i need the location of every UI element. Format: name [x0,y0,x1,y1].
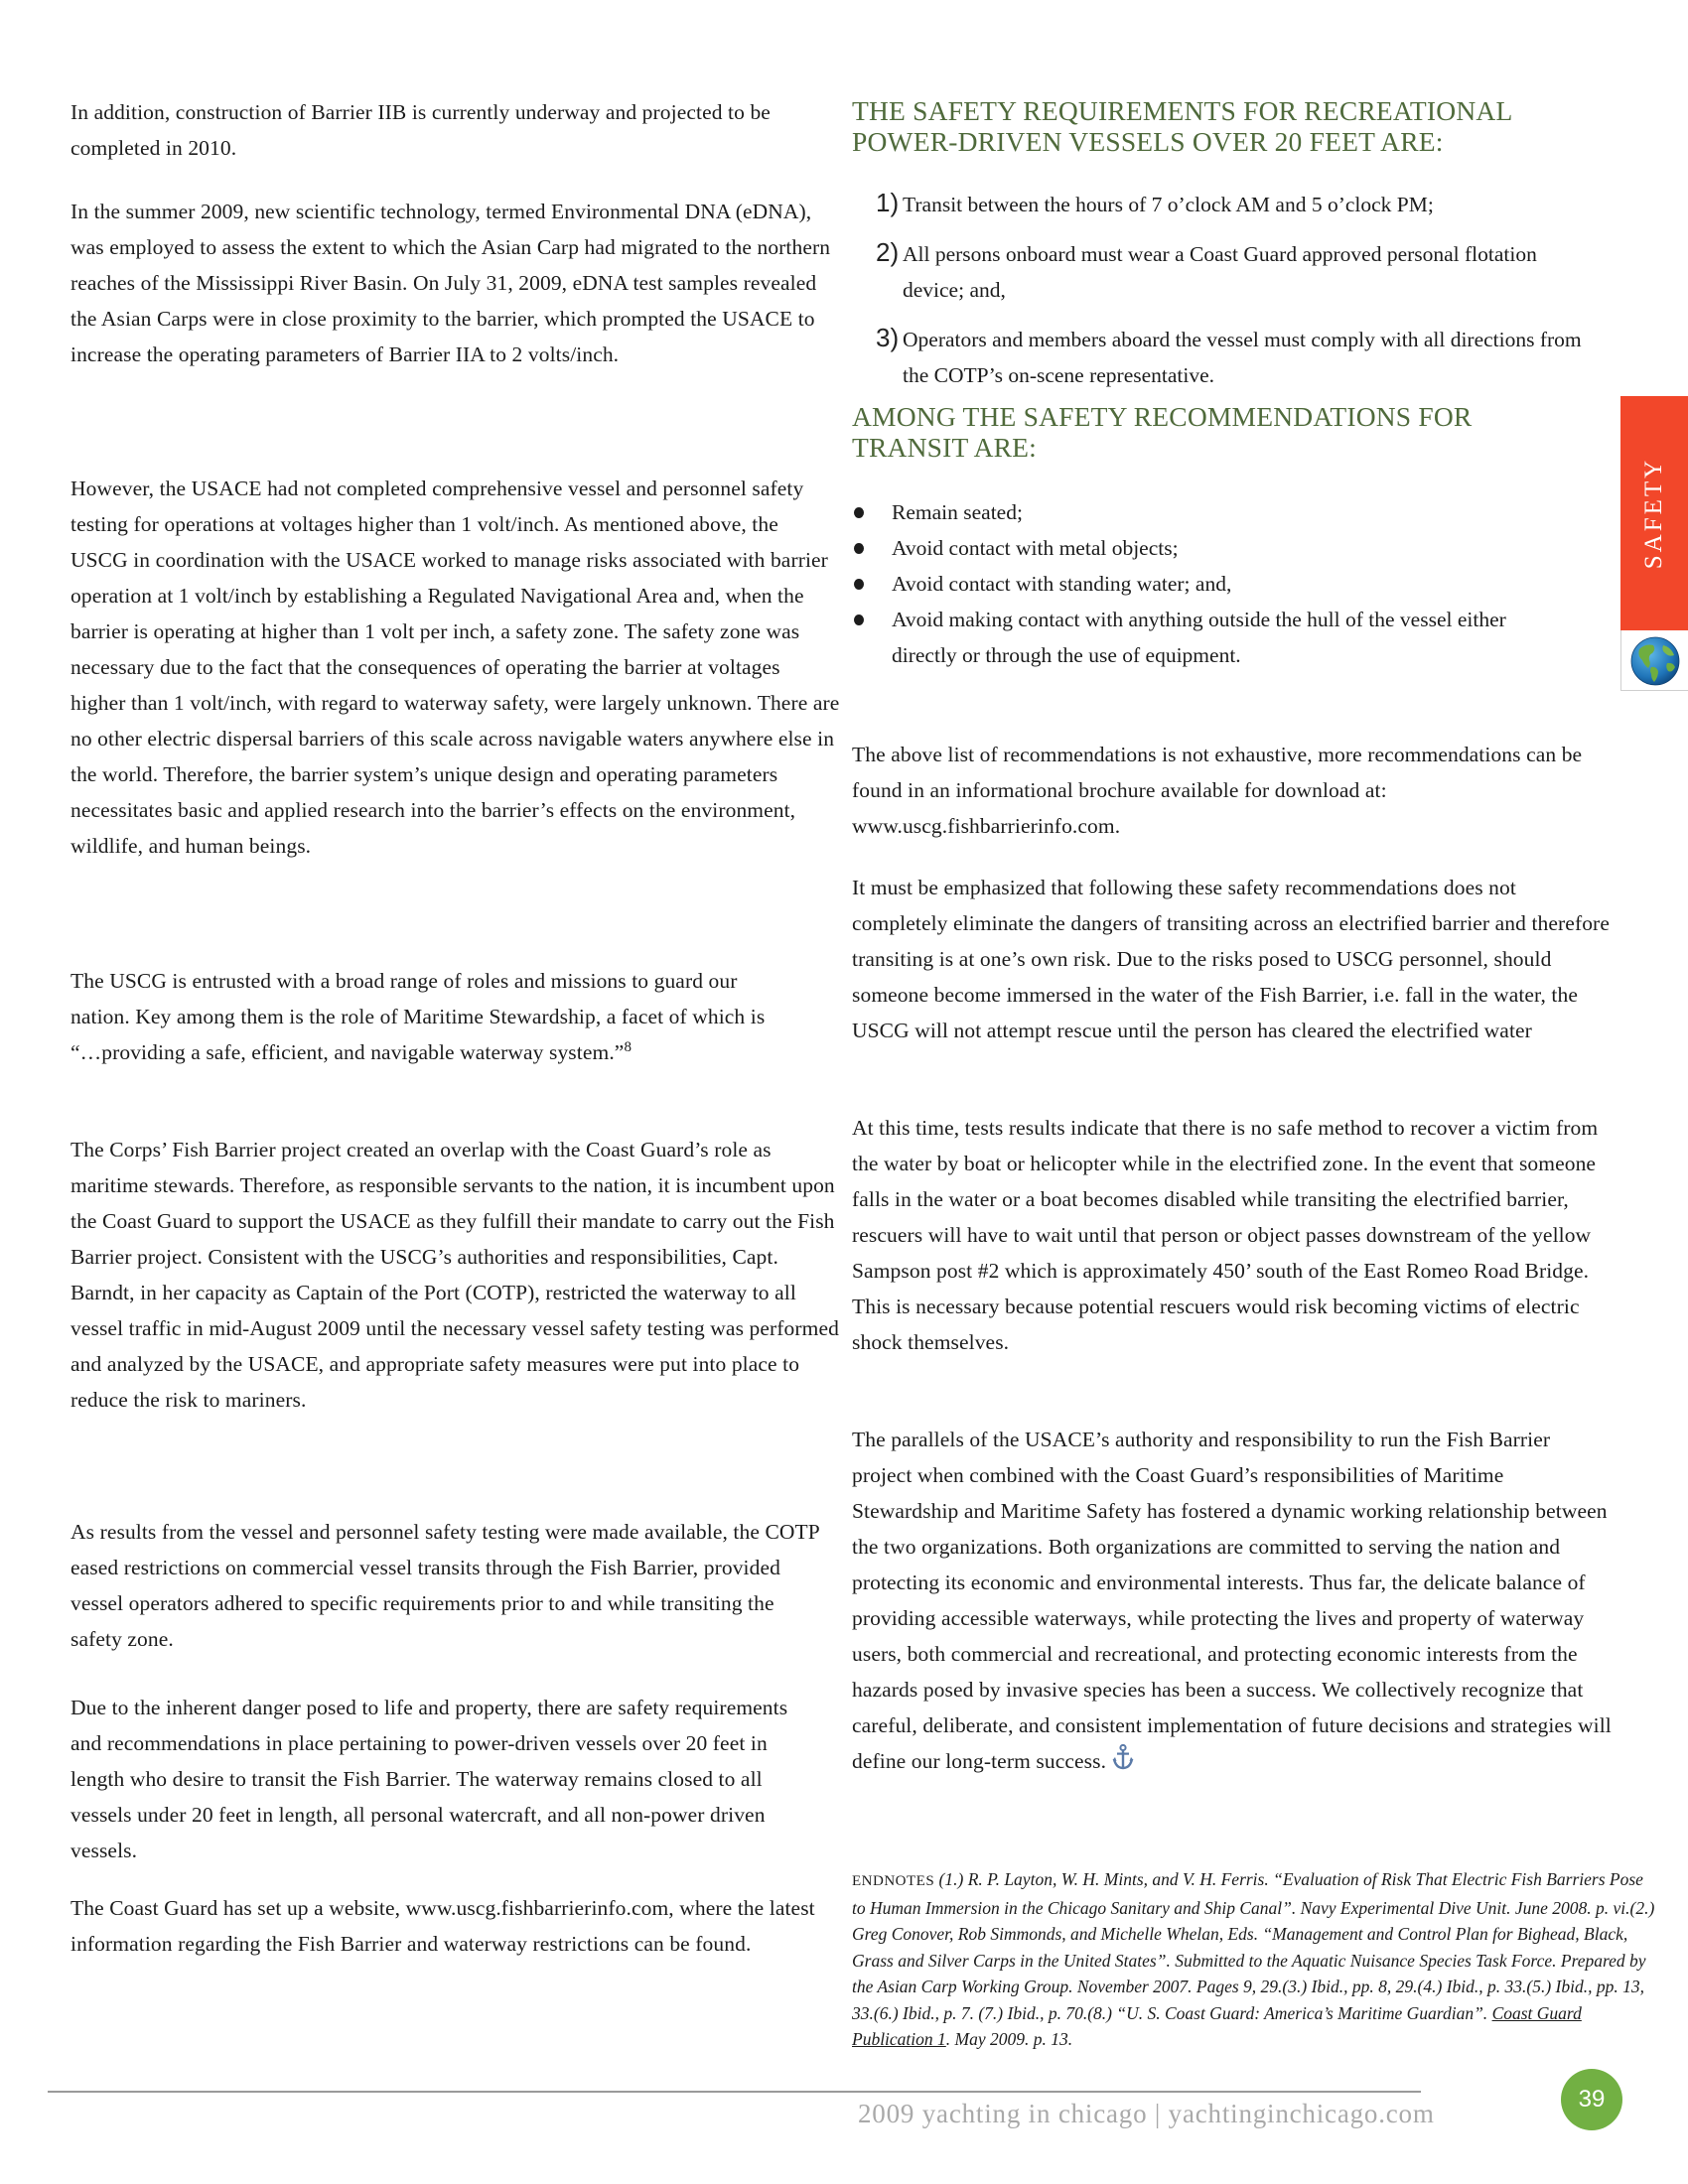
footnote-marker: 8 [624,1039,633,1055]
paragraph-inherent-danger: Due to the inherent danger posed to life and property, there are safety requirements and recommendations in place pertaining to power-driven vessels over 20 feet in length who desire to transit the Fish Barrier. The waterway remains closed to all vessels under 20 feet in length, all personal watercraft, and all non-power driven vessels. [70,1696,788,1862]
paragraph-brochure: The above list of recommendations is not exhaustive, more recommendations can be found in an informational brochure available for download at: www.uscg.fishbarrierinfo.com. [852,743,1583,838]
recommendations-list [852,494,1607,673]
recommendation-item [852,602,1607,673]
globe-box [1620,630,1688,691]
paragraph-rescue: At this time, tests results indicate that there is no safe method to recover a victim from the water by boat or helicopter while in the electrified zone. In the event that someone falls in the water or a boat becomes disabled while transiting the electrified barrier, rescuers will have to wait until that person or object passes downstream of the yellow Sampson post #2 which is approximately 450’ south of the East Romeo Road Bridge. This is necessary because potential rescuers would risk becoming victims of electric shock themselves. [852,1116,1599,1354]
footer-publication-text: 2009 yachting in chicago | yachtinginchicago.com [858,2099,1435,2128]
recommendation-text: Avoid making contact with anything outside the hull of the vessel either directly or through the use of equipment. [892,608,1506,667]
bullet-icon [854,614,864,625]
section-tab-safety[interactable] [1620,396,1688,630]
recommendations-heading: AMONG THE SAFETY RECOMMENDATIONS FOR TRANSIT ARE: [852,401,1473,463]
bullet-icon [854,507,864,518]
paragraph-safety-testing: However, the USACE had not completed comprehensive vessel and personnel safety testing for operations at voltages higher than 1 volt/inch. As mentioned above, the USCG in coordination with the USACE worked to manage risks associated with barrier operation at 1 volt/inch by establishing a Regulated Navigational Area and, when the barrier is operating at higher than 1 volt per inch, a safety zone. The safety zone was necessary due to the fact that the consequences of operating the barrier at voltages higher than 1 volt/inch, with regard to waterway safety, were largely unknown. There are no other electric dispersal barriers of this scale across navigable waters anywhere else in the world. Therefore, the barrier system’s unique design and operating parameters necessitates basic and applied research into the barrier’s effects on the environment, wildlife, and human beings. [70,477,840,858]
paragraph-test-results: As results from the vessel and personnel safety testing were made available, the COTP eased restrictions on commercial vessel transits through the Fish Barrier, provided vessel operators adhered to specific requirements prior to and while transiting the safety zone. [70,1520,820,1651]
requirements-heading: THE SAFETY REQUIREMENTS FOR RECREATIONAL POWER-DRIVEN VESSELS OVER 20 FEET ARE: [852,95,1512,157]
paragraph-website: The Coast Guard has set up a website, www.uscg.fishbarrierinfo.com, where the latest information regarding the Fish Barrier and waterway restrictions can be found. [70,1896,815,1956]
recommendation-item [852,566,1607,602]
globe-icon [1629,635,1681,687]
requirement-item [852,322,1607,393]
requirement-number: 3) [876,323,900,352]
requirement-text: All persons onboard must wear a Coast Guard approved personal flotation device; and, [903,242,1537,302]
recommendation-item [852,530,1607,566]
page-number-badge: 39 [1561,2069,1622,2130]
endnotes-label: ENDNOTES [852,1873,935,1889]
endnotes-text-end: . May 2009. p. 13. [945,2029,1073,2049]
paragraph-emphasized-risk: It must be emphasized that following these safety recommendations does not completely eliminate the dangers of transiting across an electrified barrier and therefore transiting is at one’s own risk. Due to the risks posed to USCG personnel, should someone become immersed in the water of the Fish Barrier, i.e. fall in the water, the USCG will not attempt rescue until the person has cleared the electrified water [852,876,1610,1042]
paragraph-uscg-roles-text: The USCG is entrusted with a broad range of roles and missions to guard our nation. Key among them is the role of Maritime Stewardship, a facet of which is “…providing a safe, efficient, and navigable waterway system.” [70,969,766,1064]
paragraph-parallels-text: The parallels of the USACE’s authority and responsibility to run the Fish Barrier project when combined with the Coast Guard’s responsibilities of Maritime Stewardship and Maritime Safety has fostered a dynamic working relationship between the two organizations. Both organizations are committed to serving the nation and protecting its economic and environmental interests. Thus far, the delicate balance of providing accessible waterways, while protecting the lives and property of waterway users, both commercial and recreational, and protecting economic interests from the hazards posed by invasive species has been a success. We collectively recognize that careful, deliberate, and consistent implementation of future decisions and strategies will define our long-term success. [852,1428,1612,1773]
endnotes-publication-title: Coast Guard Publication 1 [852,2002,1582,2049]
recommendation-text: Remain seated; [892,500,1023,524]
requirement-text: Operators and members aboard the vessel must comply with all directions from the COTP’s on-scene representative. [903,328,1582,387]
requirement-item [852,236,1607,308]
requirement-text: Transit between the hours of 7 o’clock AM and 5 o’clock PM; [903,193,1434,216]
paragraph-corps-overlap: The Corps’ Fish Barrier project created an overlap with the Coast Guard’s role as maritime stewards. Therefore, as responsible servants to the nation, it is incumbent upon the Coast Guard to support the USACE as they fulfill their mandate to carry out the Fish Barrier project. Consistent with the USCG’s authorities and responsibilities, Capt. Barndt, in her capacity as Captain of the Port (COTP), restricted the waterway to all vessel traffic in mid-August 2009 until the necessary vessel safety testing was performed and analyzed by the USACE, and appropriate safety measures were put into place to reduce the risk to mariners. [70,1138,839,1412]
endnotes [852,1866,1656,2053]
recommendation-text: Avoid contact with standing water; and, [892,572,1232,596]
paragraph-barrier-iib: In addition, construction of Barrier IIB is currently underway and projected to be completed in 2010. [70,100,771,160]
footer-divider [48,2091,1421,2093]
bullet-icon [854,543,864,554]
paragraph-parallels [852,1422,1612,1779]
bullet-icon [854,579,864,590]
paragraph-uscg-roles [70,963,775,1070]
requirement-number: 1) [876,188,900,217]
endnotes-text: (1.) R. P. Layton, W. H. Mints, and V. H. Ferris. “Evaluation of Risk That Electric Fish Barriers Pose to Human Immersion in the Chicago Sanitary and Ship Canal”. Navy Experimental Dive Unit. June 2008. p. vi.(2.) Greg Conover, Rob Simmonds, and Michelle Whelan, Eds. “Management and Control Plan for Bighead, Black, Grass and Silver Carps in the United States”. Submitted to the Aquatic Nuisance Species Task Force. Prepared by the Asian Carp Working Group. November 2007. Pages 9, 29.(3.) Ibid., pp. 8, 29.(4.) Ibid., p. 33.(5.) Ibid., pp. 13, 33.(6.) Ibid., p. 7. (7.) Ibid., p. 70.(8.) “U. S. Coast Guard: America’s Maritime Guardian”. [852,1869,1655,2023]
anchor-icon [1112,1744,1134,1770]
recommendation-item [852,494,1607,530]
requirement-number: 2) [876,237,900,267]
section-tab-label: SAFETY [1640,457,1667,570]
requirements-list [852,187,1607,393]
requirement-item [852,187,1607,222]
recommendation-text: Avoid contact with metal objects; [892,536,1179,560]
paragraph-edna: In the summer 2009, new scientific technology, termed Environmental DNA (eDNA), was employed to assess the extent to which the Asian Carp had migrated to the northern reaches of the Mississippi River Basin. On July 31, 2009, eDNA test samples revealed the Asian Carps were in close proximity to the barrier, which prompted the USACE to increase the operating parameters of Barrier IIA to 2 volts/inch. [70,200,831,366]
